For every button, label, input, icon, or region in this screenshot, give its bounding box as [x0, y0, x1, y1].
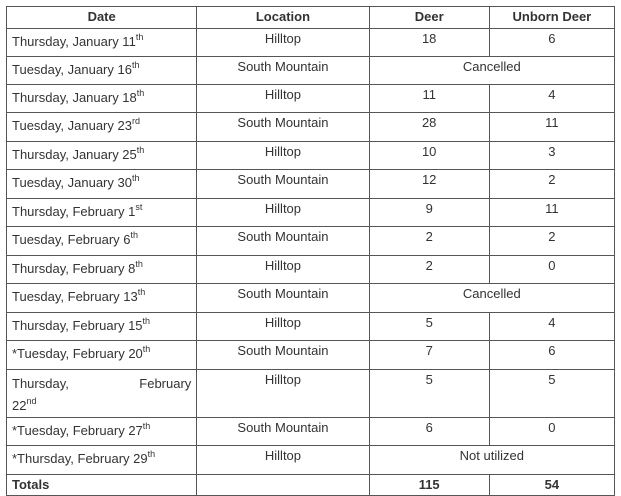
date-cell: Thursday, January 11th	[7, 29, 197, 57]
unborn-cell: 5	[489, 370, 614, 418]
deer-cell: 28	[369, 113, 489, 142]
deer-cell: 9	[369, 199, 489, 227]
date-cell: Tuesday, January 30th	[7, 170, 197, 199]
table-row	[7, 227, 615, 256]
table-row	[7, 170, 615, 199]
deer-cell: 7	[369, 341, 489, 370]
location-cell: Hilltop	[197, 446, 369, 475]
date-cell: Thursday, February 22nd	[7, 370, 197, 418]
deer-cell: 2	[369, 227, 489, 256]
location-cell: South Mountain	[197, 170, 369, 199]
date-cell: *Thursday, February 29th	[7, 446, 197, 475]
location-cell: Hilltop	[197, 85, 369, 113]
deer-cell: 11	[369, 85, 489, 113]
date-cell: Tuesday, January 16th	[7, 57, 197, 85]
header-deer: Deer	[369, 7, 489, 29]
table-row	[7, 29, 615, 57]
deer-cell: 5	[369, 370, 489, 418]
date-weekday: Thursday,	[12, 376, 69, 391]
table-row	[7, 313, 615, 341]
date-cell: *Tuesday, February 20th	[7, 341, 197, 370]
deer-cell: 6	[369, 418, 489, 446]
unborn-cell: 11	[489, 199, 614, 227]
location-cell: South Mountain	[197, 227, 369, 256]
location-cell: Hilltop	[197, 256, 369, 284]
location-cell: South Mountain	[197, 341, 369, 370]
table-row	[7, 418, 615, 446]
location-cell: Hilltop	[197, 142, 369, 170]
totals-label: Totals	[7, 475, 197, 496]
location-cell: Hilltop	[197, 370, 369, 418]
table-row	[7, 142, 615, 170]
status-cell: Cancelled	[369, 284, 614, 313]
date-cell: Thursday, January 25th	[7, 142, 197, 170]
header-row	[7, 7, 615, 29]
unborn-cell: 6	[489, 341, 614, 370]
table-row	[7, 199, 615, 227]
deer-cell: 12	[369, 170, 489, 199]
unborn-cell: 2	[489, 227, 614, 256]
location-cell: Hilltop	[197, 199, 369, 227]
table-row	[7, 85, 615, 113]
totals-deer: 115	[369, 475, 489, 496]
location-cell: South Mountain	[197, 418, 369, 446]
table-row	[7, 256, 615, 284]
unborn-cell: 6	[489, 29, 614, 57]
date-cell: Thursday, January 18th	[7, 85, 197, 113]
table-row	[7, 341, 615, 370]
status-cell: Not utilized	[369, 446, 614, 475]
date-cell: Thursday, February 8th	[7, 256, 197, 284]
location-cell: South Mountain	[197, 284, 369, 313]
table-row	[7, 446, 615, 475]
date-month: February	[139, 376, 192, 391]
header-location: Location	[197, 7, 369, 29]
deer-harvest-table	[6, 6, 615, 496]
table-row	[7, 284, 615, 313]
date-cell: Tuesday, February 13th	[7, 284, 197, 313]
date-cell: Tuesday, January 23rd	[7, 113, 197, 142]
unborn-cell: 3	[489, 142, 614, 170]
totals-unborn: 54	[489, 475, 614, 496]
status-cell: Cancelled	[369, 57, 614, 85]
table-row	[7, 57, 615, 85]
table-row	[7, 370, 615, 418]
unborn-cell: 0	[489, 418, 614, 446]
deer-cell: 10	[369, 142, 489, 170]
unborn-cell: 0	[489, 256, 614, 284]
date-cell: Thursday, February 1st	[7, 199, 197, 227]
unborn-cell: 11	[489, 113, 614, 142]
deer-cell: 18	[369, 29, 489, 57]
unborn-cell: 4	[489, 313, 614, 341]
totals-row	[7, 475, 615, 496]
totals-location-empty	[197, 475, 369, 496]
location-cell: Hilltop	[197, 313, 369, 341]
location-cell: Hilltop	[197, 29, 369, 57]
header-unborn-deer: Unborn Deer	[489, 7, 614, 29]
unborn-cell: 4	[489, 85, 614, 113]
date-cell: *Tuesday, February 27th	[7, 418, 197, 446]
location-cell: South Mountain	[197, 57, 369, 85]
location-cell: South Mountain	[197, 113, 369, 142]
date-cell: Tuesday, February 6th	[7, 227, 197, 256]
date-day: 22	[12, 398, 27, 413]
deer-cell: 5	[369, 313, 489, 341]
deer-cell: 2	[369, 256, 489, 284]
date-cell: Thursday, February 15th	[7, 313, 197, 341]
table-row	[7, 113, 615, 142]
unborn-cell: 2	[489, 170, 614, 199]
header-date: Date	[7, 7, 197, 29]
